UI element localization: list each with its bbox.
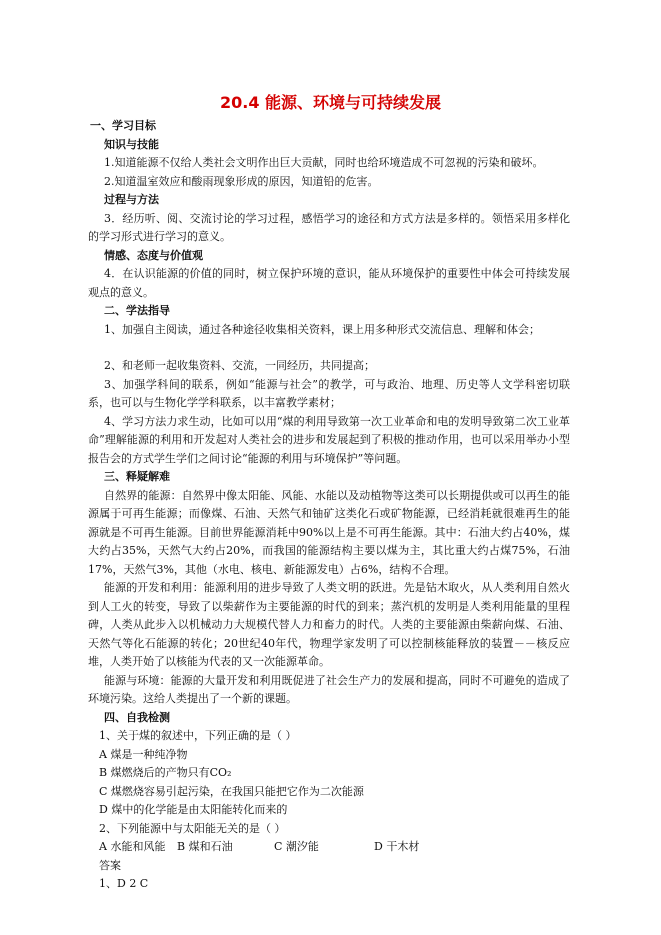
subheading-attitude: 情感、态度与价值观 <box>104 248 203 262</box>
explanation-paragraph: 能源与环境：能源的大量开发和利用既促进了社会生产力的发展和提高，同时不可避免的造成了环境污染。这给人类提出了一个新的课题。 <box>88 673 570 705</box>
question-1-option-a: A 煤是一种纯净物 <box>99 747 188 761</box>
section-heading-self-test: 四、自我检测 <box>104 710 170 724</box>
document-body <box>88 117 570 894</box>
answer-label: 答案 <box>99 858 121 872</box>
question-2-options <box>88 838 570 857</box>
explanation-paragraph: 能源的开发和利用：能源利用的进步导致了人类文明的跃进。先是钻木取火，从人类利用自然火到人工火的转变，导致了以柴薪作为主要能源的时代的到来；蒸汽机的发明是人类利用能量的里程碑，人类从此步入以机械动力大规模代替人力和畜力的时代。人类的主要能源由柴薪向煤、石油、天然气等化石能源的转化；20世纪40年代，物理学家发明了可以控制核能释放的装置－－核反应堆，人类开始了以核能为代表的又一次能源革命。 <box>88 581 570 668</box>
section-heading-method: 二、学法指导 <box>104 304 170 317</box>
question-1-option-d: D 煤中的化学能是由太阳能转化而来的 <box>99 803 288 816</box>
explanation-paragraph: 自然界的能源：自然界中像太阳能、风能、水能以及动植物等这类可以长期提供或可以再生的能源属于可再生能源；而像煤、石油、天然气和铀矿这类化石或矿物能源，已经消耗就很难再生的能源就是不可再生能源。目前世界能源消耗中90%以上是不可再生能源。其中：石油大约占40%，煤大约占35%，天然气大约占20%，而我国的能源结构主要以煤为主，其比重大约占煤75%，石油17%，天然气3%，其他（水电、核电、新能源发电）占6%，结构不合理。 <box>88 488 570 576</box>
blank-line <box>88 339 570 357</box>
question-2-option-b: B 煤和石油 <box>177 840 233 853</box>
objective-paragraph: 2.知道温室效应和酸雨现象形成的原因，知道铅的危害。 <box>104 174 379 188</box>
objective-paragraph: 4．在认识能源的价值的同时，树立保护环境的意识，能从环境保护的重要性中体会可持续发展观点的意义。 <box>88 267 570 299</box>
objective-paragraph: 1.知道能源不仅给人类社会文明作出巨大贡献，同时也给环境造成不可忽视的污染和破坏。 <box>104 156 544 169</box>
objective-paragraph: 3．经历听、阅、交流讨论的学习过程，感悟学习的途径和方式方法是多样的。领悟采用多样化的学习形式进行学习的意义。 <box>88 211 570 243</box>
section-heading-objectives: 一、学习目标 <box>90 119 156 132</box>
method-paragraph: 1、加强自主阅读，通过各种途径收集相关资料，课上用多种形式交流信息、理解和体会； <box>104 322 540 336</box>
question-1: 1、关于煤的叙述中，下列正确的是（ ） <box>99 729 297 742</box>
section-heading-explanation: 三、释疑解难 <box>104 470 170 483</box>
question-2-option-a: A 水能和风能 <box>99 840 166 853</box>
answer-text: 1、D 2 C <box>99 877 149 890</box>
method-paragraph: 2、和老师一起收集资料、交流，一同经历，共同提高； <box>104 359 375 372</box>
question-2: 2、下列能源中与太阳能无关的是（ ） <box>99 821 286 835</box>
method-paragraph: 3、加强学科间的联系，例如“能源与社会”的教学，可与政治、地理、历史等人文学科密切联系，也可以与生物化学学科联系，以丰富教学素材； <box>88 377 570 409</box>
question-1-option-b: B 煤燃烧后的产物只有CO₂ <box>99 766 232 779</box>
page-title: 20.4 能源、环境与可持续发展 <box>219 93 442 112</box>
subheading-knowledge: 知识与技能 <box>104 137 159 151</box>
question-2-option-d: D 干木材 <box>374 840 420 853</box>
subheading-process: 过程与方法 <box>104 193 159 206</box>
method-paragraph: 4、学习方法力求生动，比如可以用“煤的利用导致第一次工业革命和电的发明导致第二次工业革命”理解能源的利用和开发起对人类社会的进步和发展起到了积极的推动作用，也可以采用举办小型报告会的方式学生学们之间讨论“能源的利用与环境保护”等问题。 <box>88 414 570 465</box>
question-1-option-c: C 煤燃烧容易引起污染，在我国只能把它作为二次能源 <box>99 784 364 798</box>
question-2-option-c: C 潮汐能 <box>274 840 319 853</box>
